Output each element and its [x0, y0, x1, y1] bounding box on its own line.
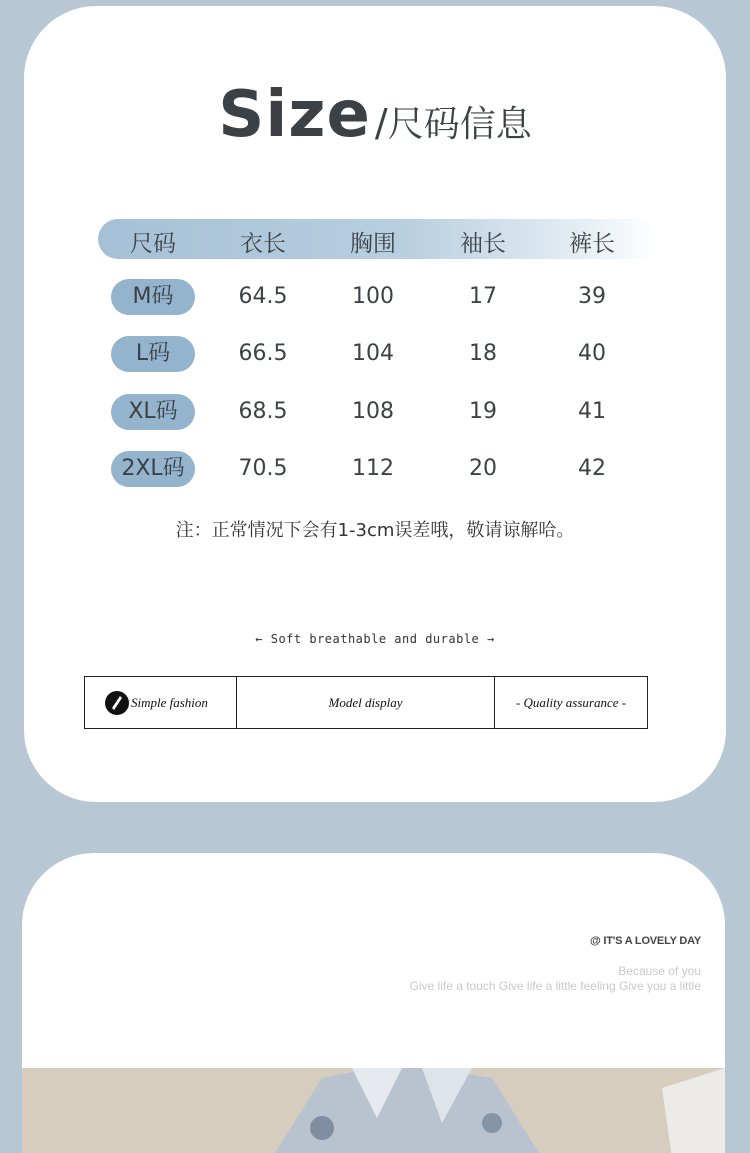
- table-row: [98, 394, 658, 432]
- table-row: [98, 279, 658, 317]
- simple-fashion-label: Simple fashion: [131, 695, 208, 710]
- size-pill: 2XL码: [111, 451, 195, 487]
- table-cell: 70.5: [238, 456, 288, 481]
- header-chest: 胸围: [350, 231, 396, 257]
- table-cell: 18: [469, 341, 497, 366]
- table-cell: 41: [578, 399, 606, 424]
- header-sleeve: 袖长: [460, 231, 506, 257]
- feature-boxes: [84, 676, 648, 729]
- size-pill: XL码: [111, 394, 195, 430]
- table-cell: 68.5: [238, 399, 288, 424]
- table-row: [98, 451, 658, 489]
- size-pill: L码: [111, 336, 195, 372]
- header-pants: 裤长: [569, 231, 615, 257]
- table-cell: 112: [352, 456, 394, 481]
- table-cell: 66.5: [238, 341, 288, 366]
- size-table-header: [98, 219, 658, 259]
- size-note: 注：正常情况下会有1-3cm误差哦，敬请谅解哈。: [175, 520, 575, 541]
- brand-logo-icon: [105, 691, 129, 715]
- title-cn: 尺码信息: [387, 104, 532, 145]
- title-size: Size: [218, 78, 371, 152]
- table-cell: 20: [469, 456, 497, 481]
- table-cell: 42: [578, 456, 606, 481]
- title-slash: /: [374, 101, 388, 145]
- table-cell: 19: [469, 399, 497, 424]
- lovely-day-card: [22, 853, 725, 1153]
- because-text: Because of you: [618, 964, 701, 978]
- product-photo: [22, 1068, 725, 1153]
- lovely-day-heading: @ IT'S A LOVELY DAY: [589, 935, 701, 947]
- table-row: [98, 336, 658, 374]
- table-cell: 104: [352, 341, 394, 366]
- table-cell: 100: [352, 284, 394, 309]
- table-cell: 17: [469, 284, 497, 309]
- page-title: [24, 78, 726, 152]
- table-cell: 40: [578, 341, 606, 366]
- header-size: 尺码: [130, 231, 176, 257]
- table-cell: 39: [578, 284, 606, 309]
- size-pill: M码: [111, 279, 195, 315]
- size-card: [24, 6, 726, 802]
- table-cell: 64.5: [238, 284, 288, 309]
- pajama-photo-icon: [22, 1068, 725, 1153]
- tagline: ← Soft breathable and durable →: [255, 632, 495, 646]
- give-life-text: Give life a touch Give life a little feeling Give you a little: [409, 979, 701, 993]
- quality-assurance-label: - Quality assurance -: [515, 695, 627, 710]
- table-cell: 108: [352, 399, 394, 424]
- header-length: 衣长: [240, 231, 286, 257]
- model-display-label: Model display: [328, 695, 403, 710]
